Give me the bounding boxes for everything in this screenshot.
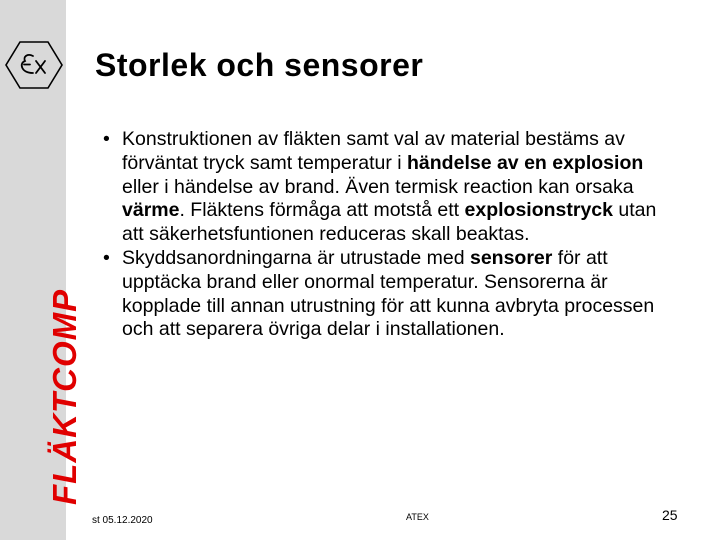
text-segment: Konstruktionen av fläkten samt val av material bestäms av förväntat tryck samt temperatur i — [122, 128, 625, 174]
bullet-item — [103, 247, 663, 342]
emphasized-text: explosionstryck — [464, 199, 613, 222]
text-segment: Skyddsanordningarna är utrustade med — [122, 246, 470, 269]
footer-label: ATEX — [406, 512, 429, 522]
emphasized-text: händelse av en explosion — [407, 151, 644, 174]
bullet-list — [103, 128, 663, 342]
footer-date: st 05.12.2020 — [92, 515, 153, 526]
page-number: 25 — [662, 507, 678, 523]
text-segment: utan att säkerhetsfuntionen reduceras skall beaktas. — [122, 199, 657, 246]
bullet-item — [103, 128, 663, 247]
bullet-text — [122, 247, 654, 340]
emphasized-text: sensorer — [469, 246, 553, 269]
bullet-dot: • — [103, 128, 110, 150]
text-segment: för att upptäcka brand eller onormal temperatur. Sensorerna är kopplade till annan utrustning för att kunna avbryta processen och att separera övriga delar i installationen. — [122, 246, 655, 341]
text-segment: . Fläktens förmåga att motstå ett — [179, 199, 465, 222]
sidebar — [0, 0, 83, 540]
page-title: Storlek och sensorer — [95, 47, 424, 83]
ex-explosion-protection-icon — [5, 40, 63, 90]
text-segment: eller i händelse av brand. Även termisk reaction kan orsaka — [122, 175, 634, 198]
brand-logo-text: FLÄKTCOMP — [46, 288, 83, 505]
bullet-dot: • — [103, 246, 110, 269]
emphasized-text: värme — [122, 199, 180, 222]
bullet-text — [122, 128, 656, 245]
